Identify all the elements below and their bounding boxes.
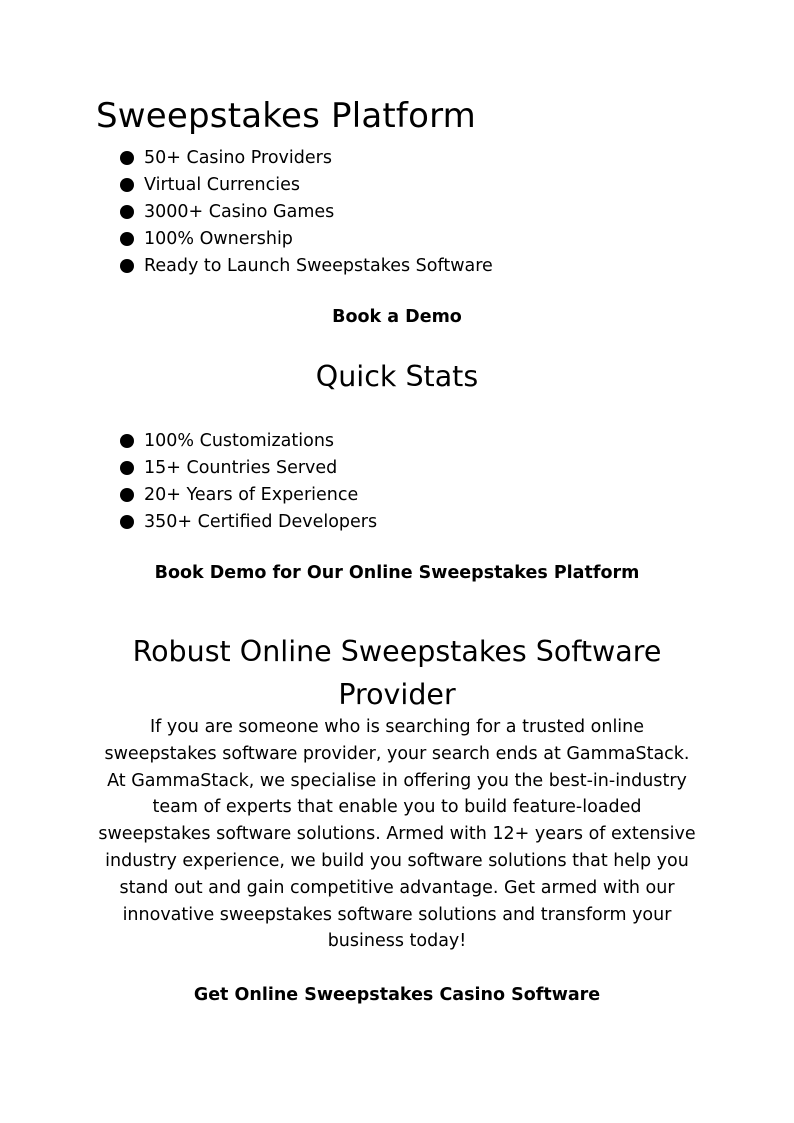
list-item bbox=[120, 199, 493, 226]
provider-paragraph bbox=[0, 714, 794, 955]
list-item bbox=[120, 252, 493, 279]
bullet-icon bbox=[120, 488, 134, 502]
platform-feature-list bbox=[120, 145, 493, 279]
list-item-label: 350+ Certified Developers bbox=[144, 511, 378, 532]
get-casino-software-link[interactable]: Get Online Sweepstakes Casino Software bbox=[193, 985, 601, 1005]
paragraph-line: stand out and gain competitive advantage. Get armed with our bbox=[119, 877, 675, 898]
quick-stats-list bbox=[120, 428, 377, 535]
quick-stats-title: Quick Stats bbox=[315, 360, 479, 393]
list-item-label: 15+ Countries Served bbox=[144, 458, 338, 479]
paragraph-line: sweepstakes software solutions. Armed with 12+ years of extensive bbox=[98, 824, 696, 845]
provider-title-line: Provider bbox=[338, 678, 456, 711]
paragraph-line: innovative sweepstakes software solutions and transform your bbox=[122, 904, 672, 925]
list-item bbox=[120, 172, 493, 199]
bullet-icon bbox=[120, 461, 134, 475]
bullet-icon bbox=[120, 205, 134, 219]
bullet-icon bbox=[120, 151, 134, 165]
list-item-label: Ready to Launch Sweepstakes Software bbox=[144, 255, 493, 276]
paragraph-line: team of experts that enable you to build feature-loaded bbox=[152, 797, 642, 818]
bullet-icon bbox=[120, 515, 134, 529]
bullet-icon bbox=[120, 434, 134, 448]
list-item bbox=[120, 428, 377, 455]
platform-title: Sweepstakes Platform bbox=[96, 96, 476, 136]
paragraph-line: sweepstakes software provider, your search ends at GammaStack. bbox=[104, 743, 690, 764]
book-demo-link[interactable]: Book a Demo bbox=[332, 307, 462, 327]
list-item bbox=[120, 508, 377, 535]
bullet-icon bbox=[120, 178, 134, 192]
paragraph-line: industry experience, we build you software solutions that help you bbox=[105, 850, 689, 871]
list-item-label: 20+ Years of Experience bbox=[144, 484, 359, 505]
list-item bbox=[120, 482, 377, 509]
list-item bbox=[120, 225, 493, 252]
paragraph-line: If you are someone who is searching for a trusted online bbox=[149, 717, 645, 737]
bullet-icon bbox=[120, 232, 134, 246]
list-item-label: 100% Customizations bbox=[144, 431, 335, 452]
provider-title bbox=[0, 630, 794, 716]
list-item bbox=[120, 455, 377, 482]
paragraph-line: At GammaStack, we specialise in offering you the best-in-industry bbox=[107, 770, 687, 791]
list-item-label: Virtual Currencies bbox=[144, 175, 300, 196]
list-item bbox=[120, 145, 493, 172]
paragraph-line: business today! bbox=[327, 931, 467, 952]
bullet-icon bbox=[120, 259, 134, 273]
provider-title-line: Robust Online Sweepstakes Software bbox=[132, 635, 662, 668]
list-item-label: 100% Ownership bbox=[144, 228, 293, 249]
list-item-label: 50+ Casino Providers bbox=[144, 148, 332, 169]
book-demo-platform-link[interactable]: Book Demo for Our Online Sweepstakes Platform bbox=[154, 563, 640, 583]
list-item-label: 3000+ Casino Games bbox=[144, 201, 335, 222]
